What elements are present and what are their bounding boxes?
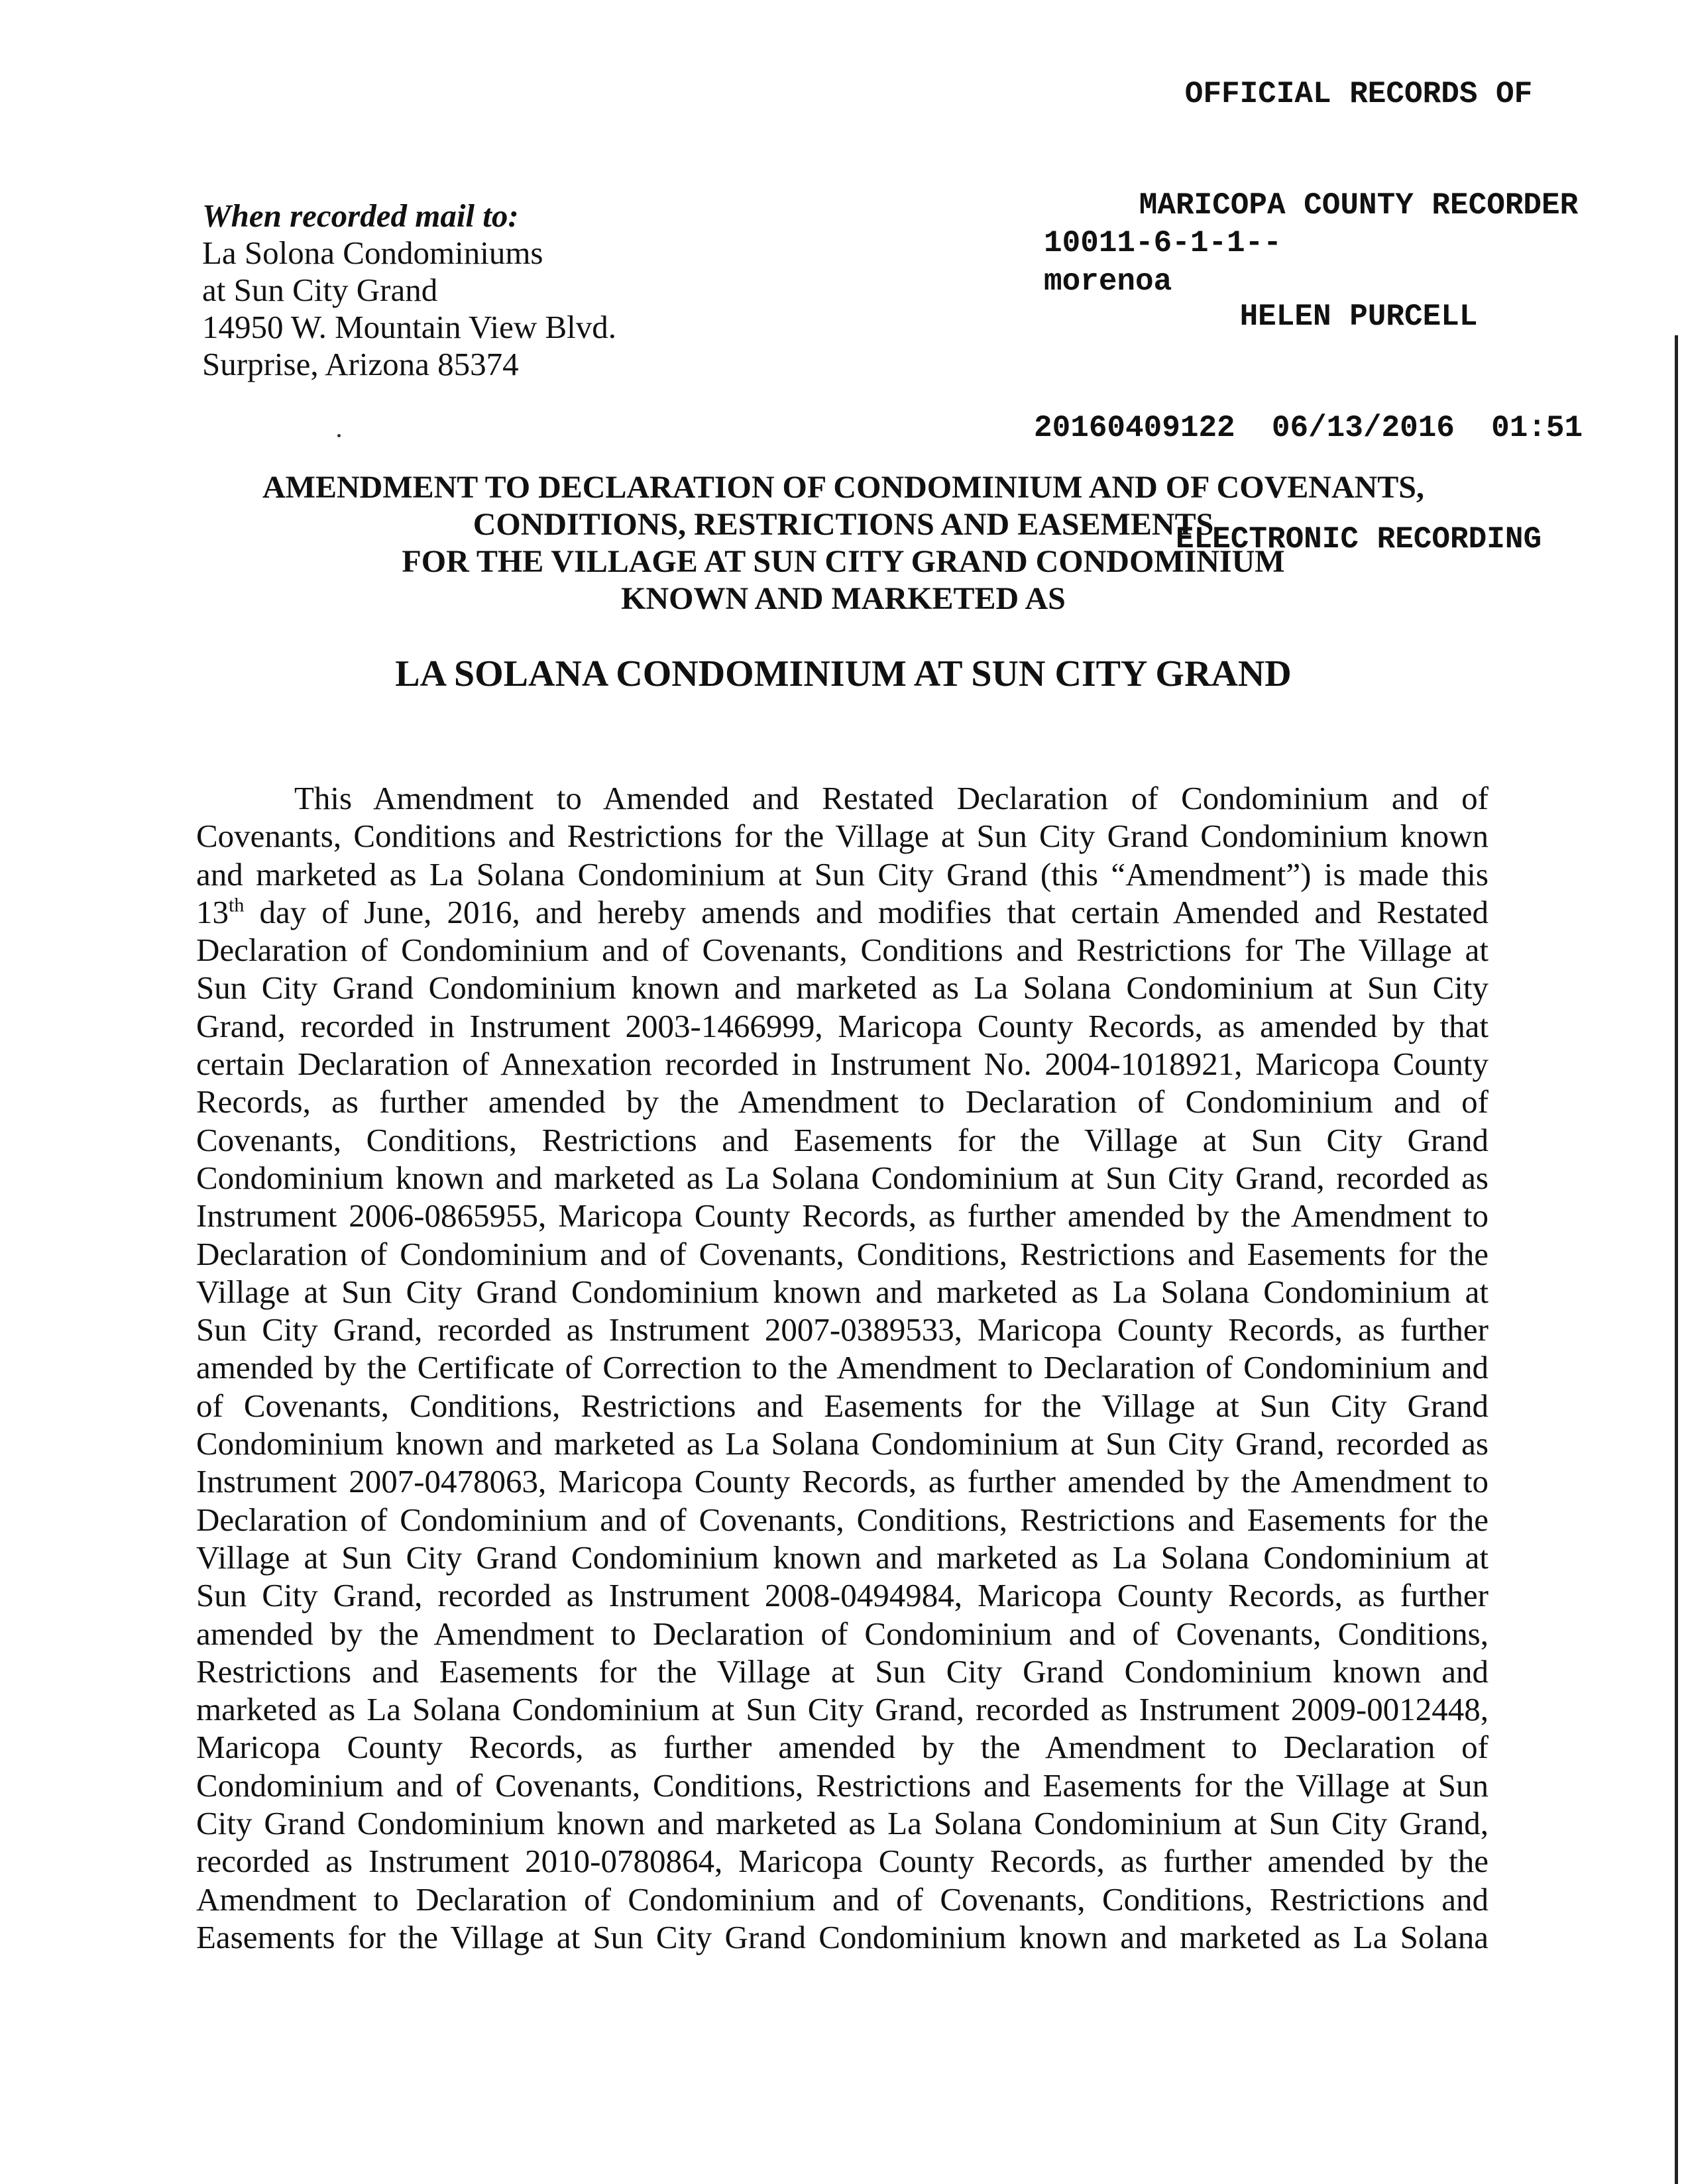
- body-line-rest: day of June, 2016, and hereby amends and modifies that certain Amended and Restated: [259, 893, 1489, 930]
- body-line: amended by the Certificate of Correction to the Amendment to Declaration of Condominium and: [196, 1349, 1489, 1386]
- body-line-with-date: [196, 893, 1489, 931]
- body-line: Grand, recorded in Instrument 2003-1466999, Maricopa County Records, as amended by that: [196, 1007, 1489, 1044]
- day-suffix: th: [229, 894, 245, 916]
- body-paragraph: [196, 779, 1489, 1956]
- body-line: Covenants, Conditions, Restrictions and Easements for the Village at Sun City Grand: [196, 1121, 1489, 1158]
- body-line: Declaration of Condominium and of Covenants, Conditions, Restrictions and Easements for the: [196, 1235, 1489, 1272]
- mail-to-line-2: at Sun City Grand: [202, 272, 438, 308]
- title-line-1: AMENDMENT TO DECLARATION OF CONDOMINIUM AND OF COVENANTS,: [262, 470, 1424, 505]
- body-line: Covenants, Conditions and Restrictions for the Village at Sun City Grand Condominium known: [196, 818, 1489, 855]
- body-line: Condominium and of Covenants, Conditions, Restrictions and Easements for the Village at Sun: [196, 1767, 1489, 1804]
- day-number: 13: [196, 893, 229, 930]
- title-line-2: CONDITIONS, RESTRICTIONS AND EASEMENTS: [473, 507, 1214, 542]
- document-id: [1044, 224, 1282, 301]
- mail-to-heading: When recorded mail to:: [202, 197, 519, 234]
- body-line: Instrument 2007-0478063, Maricopa County Records, as further amended by the Amendment to: [196, 1463, 1489, 1500]
- document-title: [199, 469, 1488, 618]
- body-line: certain Declaration of Annexation recorded in Instrument No. 2004-1018921, Maricopa County: [196, 1046, 1489, 1083]
- body-line: Declaration of Condominium and of Covenants, Conditions, Restrictions and Easements for the: [196, 1501, 1489, 1538]
- mail-to-line-3: 14950 W. Mountain View Blvd.: [202, 309, 617, 345]
- body-line: Condominium known and marketed as La Solana Condominium at Sun City Grand, recorded as: [196, 1425, 1489, 1462]
- body-line: Village at Sun City Grand Condominium known and marketed as La Solana Condominium at: [196, 1539, 1489, 1576]
- scan-edge-bar: [1675, 335, 1678, 2184]
- body-line: Sun City Grand, recorded as Instrument 2007-0389533, Maricopa County Records, as further: [196, 1311, 1489, 1348]
- body-line: Declaration of Condominium and of Covenants, Conditions and Restrictions for The Village at: [196, 932, 1489, 969]
- body-line: Sun City Grand Condominium known and marketed as La Solana Condominium at Sun City: [196, 969, 1489, 1007]
- body-line: City Grand Condominium known and marketed as La Solana Condominium at Sun City Grand,: [196, 1805, 1489, 1842]
- body-line: Village at Sun City Grand Condominium known and marketed as La Solana Condominium at: [196, 1273, 1489, 1310]
- mail-to-line-4: Surprise, Arizona 85374: [202, 346, 519, 382]
- body-line: recorded as Instrument 2010-0780864, Maricopa County Records, as further amended by the: [196, 1843, 1489, 1880]
- body-line: and marketed as La Solana Condominium at Sun City Grand (this “Amendment”) is made this: [196, 855, 1489, 893]
- body-line: Instrument 2006-0865955, Maricopa County Records, as further amended by the Amendment to: [196, 1197, 1489, 1234]
- body-line: Amendment to Declaration of Condominium and of Covenants, Conditions, Restrictions and: [196, 1881, 1489, 1918]
- stray-mark: [337, 434, 341, 437]
- mail-to-line-1: La Solona Condominiums: [202, 235, 543, 271]
- body-line: This Amendment to Amended and Restated Declaration of Condominium and of: [294, 780, 1489, 816]
- stamp-line-1: OFFICIAL RECORDS OF: [1184, 77, 1533, 111]
- document-code: 10011-6-1-1--: [1044, 226, 1282, 260]
- body-line: of Covenants, Conditions, Restrictions and Easements for the Village at Sun City Grand: [196, 1387, 1489, 1424]
- title-line-4: KNOWN AND MARKETED AS: [621, 581, 1066, 616]
- body-line: marketed as La Solana Condominium at Sun City Grand, recorded as Instrument 2009-0012448,: [196, 1691, 1489, 1728]
- mail-to-block: [202, 197, 616, 383]
- title-line-3: FOR THE VILLAGE AT SUN CITY GRAND CONDOMINIUM: [402, 544, 1285, 579]
- body-line: Restrictions and Easements for the Village at Sun City Grand Condominium known and: [196, 1653, 1489, 1690]
- stamp-line-2: MARICOPA COUNTY RECORDER: [1139, 188, 1579, 223]
- stamp-line-3: HELEN PURCELL: [1239, 300, 1478, 334]
- document-subtitle: LA SOLANA CONDOMINIUM AT SUN CITY GRAND: [395, 653, 1292, 694]
- body-line: amended by the Amendment to Declaration of Condominium and of Covenants, Conditions,: [196, 1615, 1489, 1652]
- body-line: Easements for the Village at Sun City Grand Condominium known and marketed as La Solana: [196, 1918, 1489, 1955]
- body-line: Sun City Grand, recorded as Instrument 2008-0494984, Maricopa County Records, as further: [196, 1577, 1489, 1614]
- document-user: morenoa: [1044, 264, 1172, 299]
- stamp-line-5: ELECTRONIC RECORDING: [1175, 522, 1542, 557]
- body-line: Maricopa County Records, as further amended by the Amendment to Declaration of: [196, 1729, 1489, 1766]
- body-line: Condominium known and marketed as La Solana Condominium at Sun City Grand, recorded as: [196, 1159, 1489, 1196]
- stamp-line-4: 20160409122 06/13/2016 01:51: [1034, 411, 1583, 445]
- body-line: Records, as further amended by the Amendment to Declaration of Condominium and of: [196, 1083, 1489, 1120]
